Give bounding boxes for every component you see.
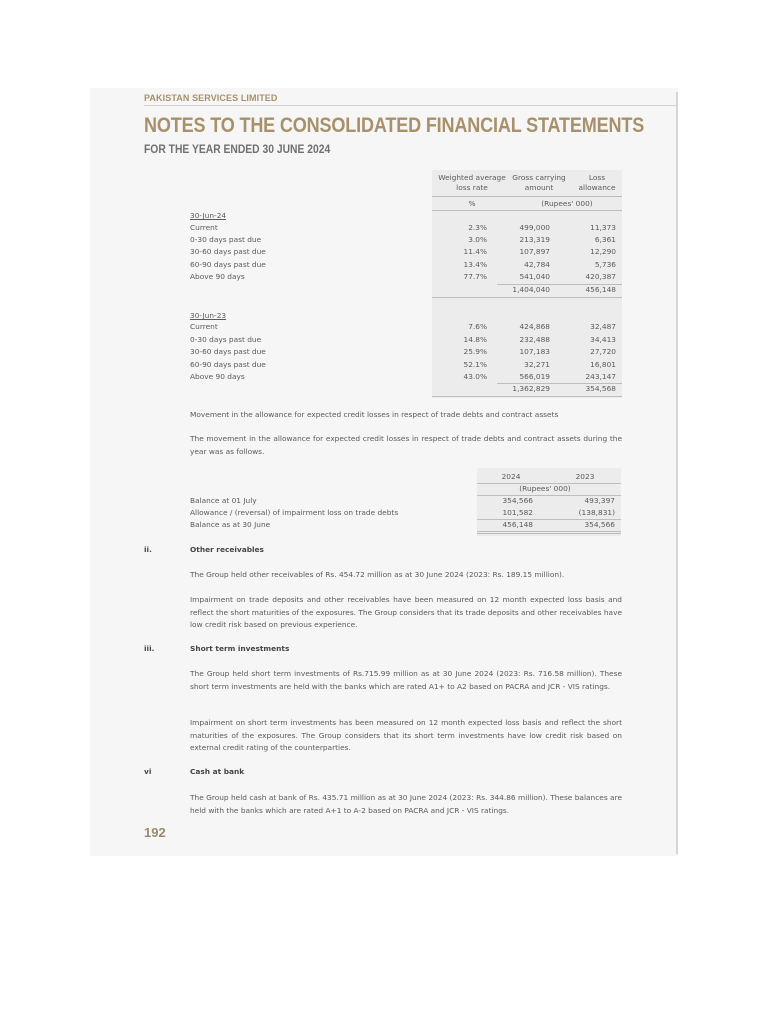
col-header-weighted-average: Weighted average loss rate [438,173,506,192]
paragraph: Impairment on trade deposits and other receivables have been measured on 12 month expected loss basis and reflect the short maturities of the exposures. The Group considers that its trade deposits and other receivables have low credit risk based on previous experience. [190,595,622,629]
section-heading-short-term-investments: Short term investments [190,644,290,653]
paragraph: The Group held other receivables of Rs. 454.72 million as at 30 June 2024 (2023: Rs. 189.15 million). [190,570,565,579]
col-header-loss-allowance: Loss allowance [578,173,616,192]
company-name: PAKISTAN SERVICES LIMITED [144,93,278,103]
section-heading-other-receivables: Other receivables [190,545,264,554]
unit-percent: % [468,199,476,208]
paragraph: The Group held cash at bank of Rs. 435.71 million as at 30 June 2024 (2023: Rs. 344.86 million). These balances are held with the banks which are rated A+1 to A-2 based on PACRA and JCR - VIS ratings. [190,793,622,815]
total-loss-2024: 456,148 [585,285,616,294]
paragraph: The Group held short term investments of Rs.715.99 million as at 30 June 2024 (2023: Rs. 716.58 million). These short term investments are held with the banks which are rated A1+ to A2 based on PACRA and JCR - VIS ratings. [190,669,622,691]
movement-bottom-rule-1 [477,531,621,532]
page-edge [676,92,678,854]
total-gross-2024: 1,404,040 [512,285,550,294]
page-number: 192 [144,825,166,840]
section-heading-cash-at-bank: Cash at bank [190,767,245,776]
movement-text: The movement in the allowance for expected credit losses in respect of trade debts and contract assets during the year was as follows. [190,434,622,456]
total-gross-2023: 1,362,829 [512,384,550,393]
movement-col-2023: 2023 [575,472,595,481]
header-rule-1 [432,196,622,197]
total-rule-bottom-2023 [432,396,622,397]
movement-col-2024: 2024 [501,472,521,481]
header-rule [144,105,676,106]
page-title: NOTES TO THE CONSOLIDATED FINANCIAL STATEMENTS [144,114,645,137]
section-number-ii: ii. [144,545,152,554]
movement-bottom-rule-2 [477,533,621,534]
col-header-gross-carrying: Gross carrying amount [512,173,566,192]
total-loss-2023: 354,568 [585,384,616,393]
movement-heading: Movement in the allowance for expected credit losses in respect of trade debts and contract assets [190,410,559,419]
page-subtitle: FOR THE YEAR ENDED 30 JUNE 2024 [144,142,331,156]
section-heading-2024: 30-Jun-24 [190,211,227,220]
header-rule-2 [432,210,622,211]
section-number-iii: iii. [144,644,155,653]
movement-unit: (Rupees' 000) [519,484,571,493]
section-number-vi: vi [144,767,152,776]
section-heading-2023: 30-Jun-23 [190,311,227,320]
unit-rupees: (Rupees' 000) [541,199,593,208]
total-rule-bottom-2024 [432,297,622,298]
paragraph: Impairment on short term investments has been measured on 12 month expected loss basis and reflect the short maturities of the exposures. The Group considers that its short term investments have low credit risk based on external credit rating of the counterparties. [190,718,622,752]
